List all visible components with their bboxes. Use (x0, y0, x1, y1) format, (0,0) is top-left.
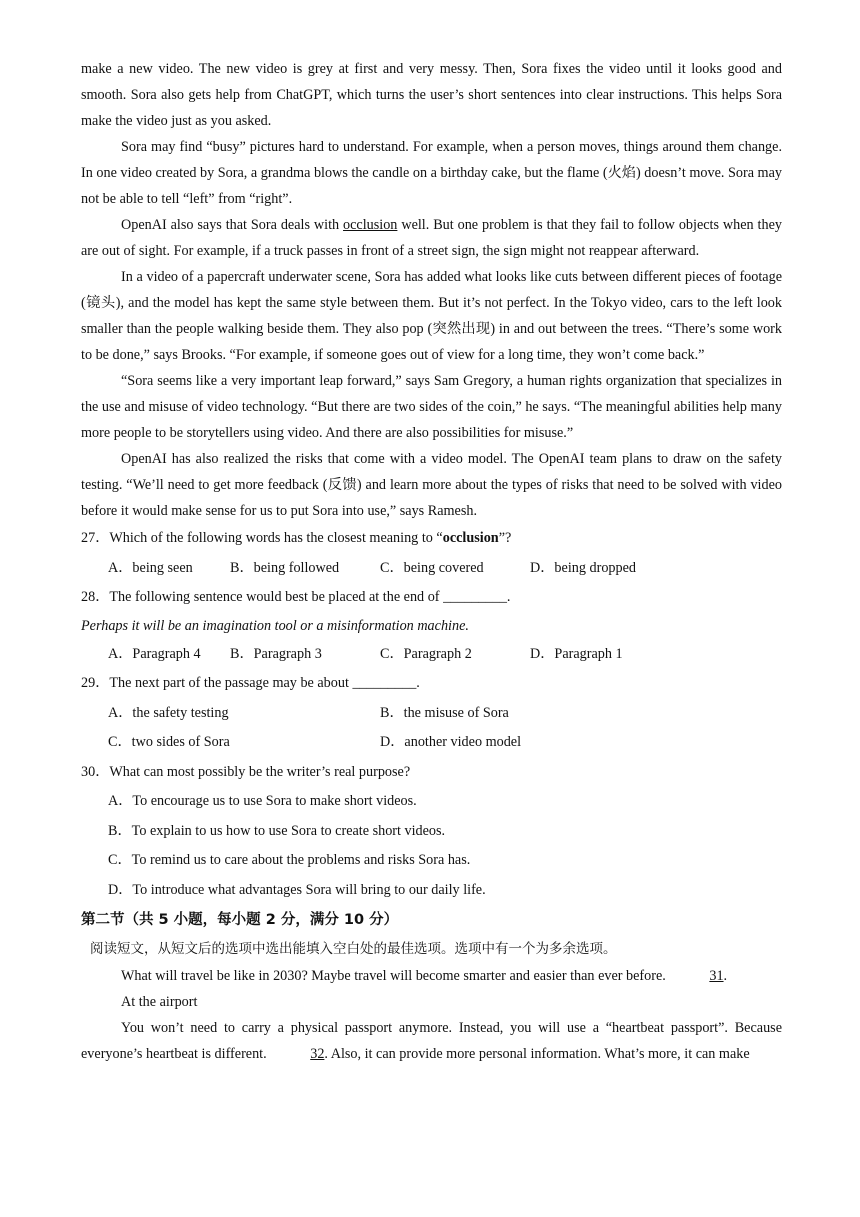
q28-option-d[interactable]: D．Paragraph 1 (530, 645, 623, 662)
question-28-options (81, 640, 782, 670)
q27-option-b[interactable]: B．being followed (230, 559, 340, 576)
q30-option-d[interactable]: D．To introduce what advantages Sora will bring to our daily life. (108, 881, 486, 898)
q28-option-b[interactable]: B．Paragraph 3 (230, 645, 322, 662)
question-29-options-row-1 (81, 699, 782, 729)
q29-option-b[interactable]: B．the misuse of Sora (380, 704, 509, 721)
q27-option-d[interactable]: D．being dropped (530, 559, 636, 576)
question-30-stem: 30．What can most possibly be the writer’s real purpose? (81, 763, 411, 780)
q29-option-c[interactable]: C．two sides of Sora (108, 734, 230, 750)
section-2-line-1 (81, 963, 782, 989)
question-27-options (81, 554, 782, 584)
q27-stem-text: 27．Which of the following words has the closest meaning to “ (81, 530, 443, 546)
question-27-stem (81, 524, 782, 554)
passage-paragraph-6: OpenAI has also realized the risks that come with a video model. The OpenAI team plans to draw on the safety testing. “We’ll need to get more feedback (反馈) and learn more about the types of risks that need to be solved with video before it would make sense for us to put Sora into use,” says Ramesh. (81, 451, 782, 519)
q27-stem-end: ”? (498, 530, 512, 546)
s2-line2-text: You won’t need to carry a physical passport anymore. Instead, you will use a “heartbeat passport”. Because everyone’s heartbeat is different. (81, 1020, 782, 1062)
q30-option-b[interactable]: B．To explain to us how to use Sora to create short videos. (108, 822, 446, 839)
q27-keyword: occlusion (442, 530, 499, 546)
occlusion-word: occlusion (343, 217, 398, 233)
paragraph-3-start: OpenAI also says that Sora deals with (121, 217, 344, 233)
question-28-stem: 28．The following sentence would best be placed at the end of _________. (81, 589, 511, 605)
passage-paragraph-1: make a new video. The new video is grey at first and very messy. Then, Sora fixes the video until it looks good and smooth. Sora also gets help from ChatGPT, which turns the user’s short sentences into clear instructions. This helps Sora make the video just as you asked. (81, 61, 782, 129)
s2-line1-text: What will travel be like in 2030? Maybe travel will become smarter and easier than ever before. (121, 968, 670, 984)
q29-option-d[interactable]: D．another video model (380, 734, 522, 750)
passage-paragraph-3 (81, 212, 782, 264)
q29-option-a[interactable]: A．the safety testing (108, 704, 229, 721)
paragraph-3-end: well. But one problem is that they fail to follow objects when they are out of sight. For example, if a truck passes in front of a street sign, the sign might not reappear afterward. (81, 217, 782, 259)
exam-page (81, 56, 782, 1067)
section-2-heading: At the airport (121, 994, 198, 1010)
q27-option-c[interactable]: C．being covered (380, 559, 484, 576)
q30-option-c[interactable]: C．To remind us to care about the problems and risks Sora has. (108, 852, 471, 868)
blank-32: 32 (310, 1046, 325, 1062)
s2-line2-end: . Also, it can provide more personal information. What’s more, it can make (324, 1046, 750, 1062)
question-29-stem: 29．The next part of the passage may be about _________. (81, 675, 420, 691)
passage-paragraph-5: “Sora seems like a very important leap forward,” says Sam Gregory, a human rights organization that specializes in the use and misuse of video technology. “But there are two sides of the coin,” he says. “The meaningful abilities help many more people to be storytellers using video. And there are also possibilities for misuse.” (81, 373, 782, 441)
question-28-sentence: Perhaps it will be an imagination tool or a misinformation machine. (81, 617, 469, 634)
section-2-instruction: 阅读短文，从短文后的选项中选出能填入空白处的最佳选项。选项中有一个为多余选项。 (90, 941, 617, 957)
question-29-options-row-2 (81, 728, 782, 758)
q28-option-a[interactable]: A．Paragraph 4 (108, 645, 201, 662)
passage-paragraph-2: Sora may find “busy” pictures hard to understand. For example, when a person moves, things around them change. In one video created by Sora, a grandma blows the candle on a birthday cake, but the flame (火焰) doesn’t move. Sora may not be able to tell “left” from “right”. (81, 139, 782, 207)
q30-option-a[interactable]: A．To encourage us to use Sora to make short videos. (108, 793, 417, 809)
blank-31: 31 (709, 968, 724, 984)
q28-option-c[interactable]: C．Paragraph 2 (380, 645, 472, 662)
section-2-title: 第二节（共 5 小题，每小题 2 分，满分 10 分） (81, 912, 399, 928)
s2-line1-end: . (723, 968, 728, 984)
q27-option-a[interactable]: A．being seen (108, 559, 193, 576)
section-2-line-2 (81, 1015, 782, 1067)
passage-paragraph-4: In a video of a papercraft underwater scene, Sora has added what looks like cuts between different pieces of footage (镜头), and the model has kept the same style between them. But it’s not perfect. In the Tokyo video, cars to the left look smaller than the people walking beside them. They also pop (突然出现) in and out between the trees. “There’s some work to be done,” says Brooks. “For example, if someone goes out of view for a long time, they won’t come back.” (81, 269, 782, 363)
